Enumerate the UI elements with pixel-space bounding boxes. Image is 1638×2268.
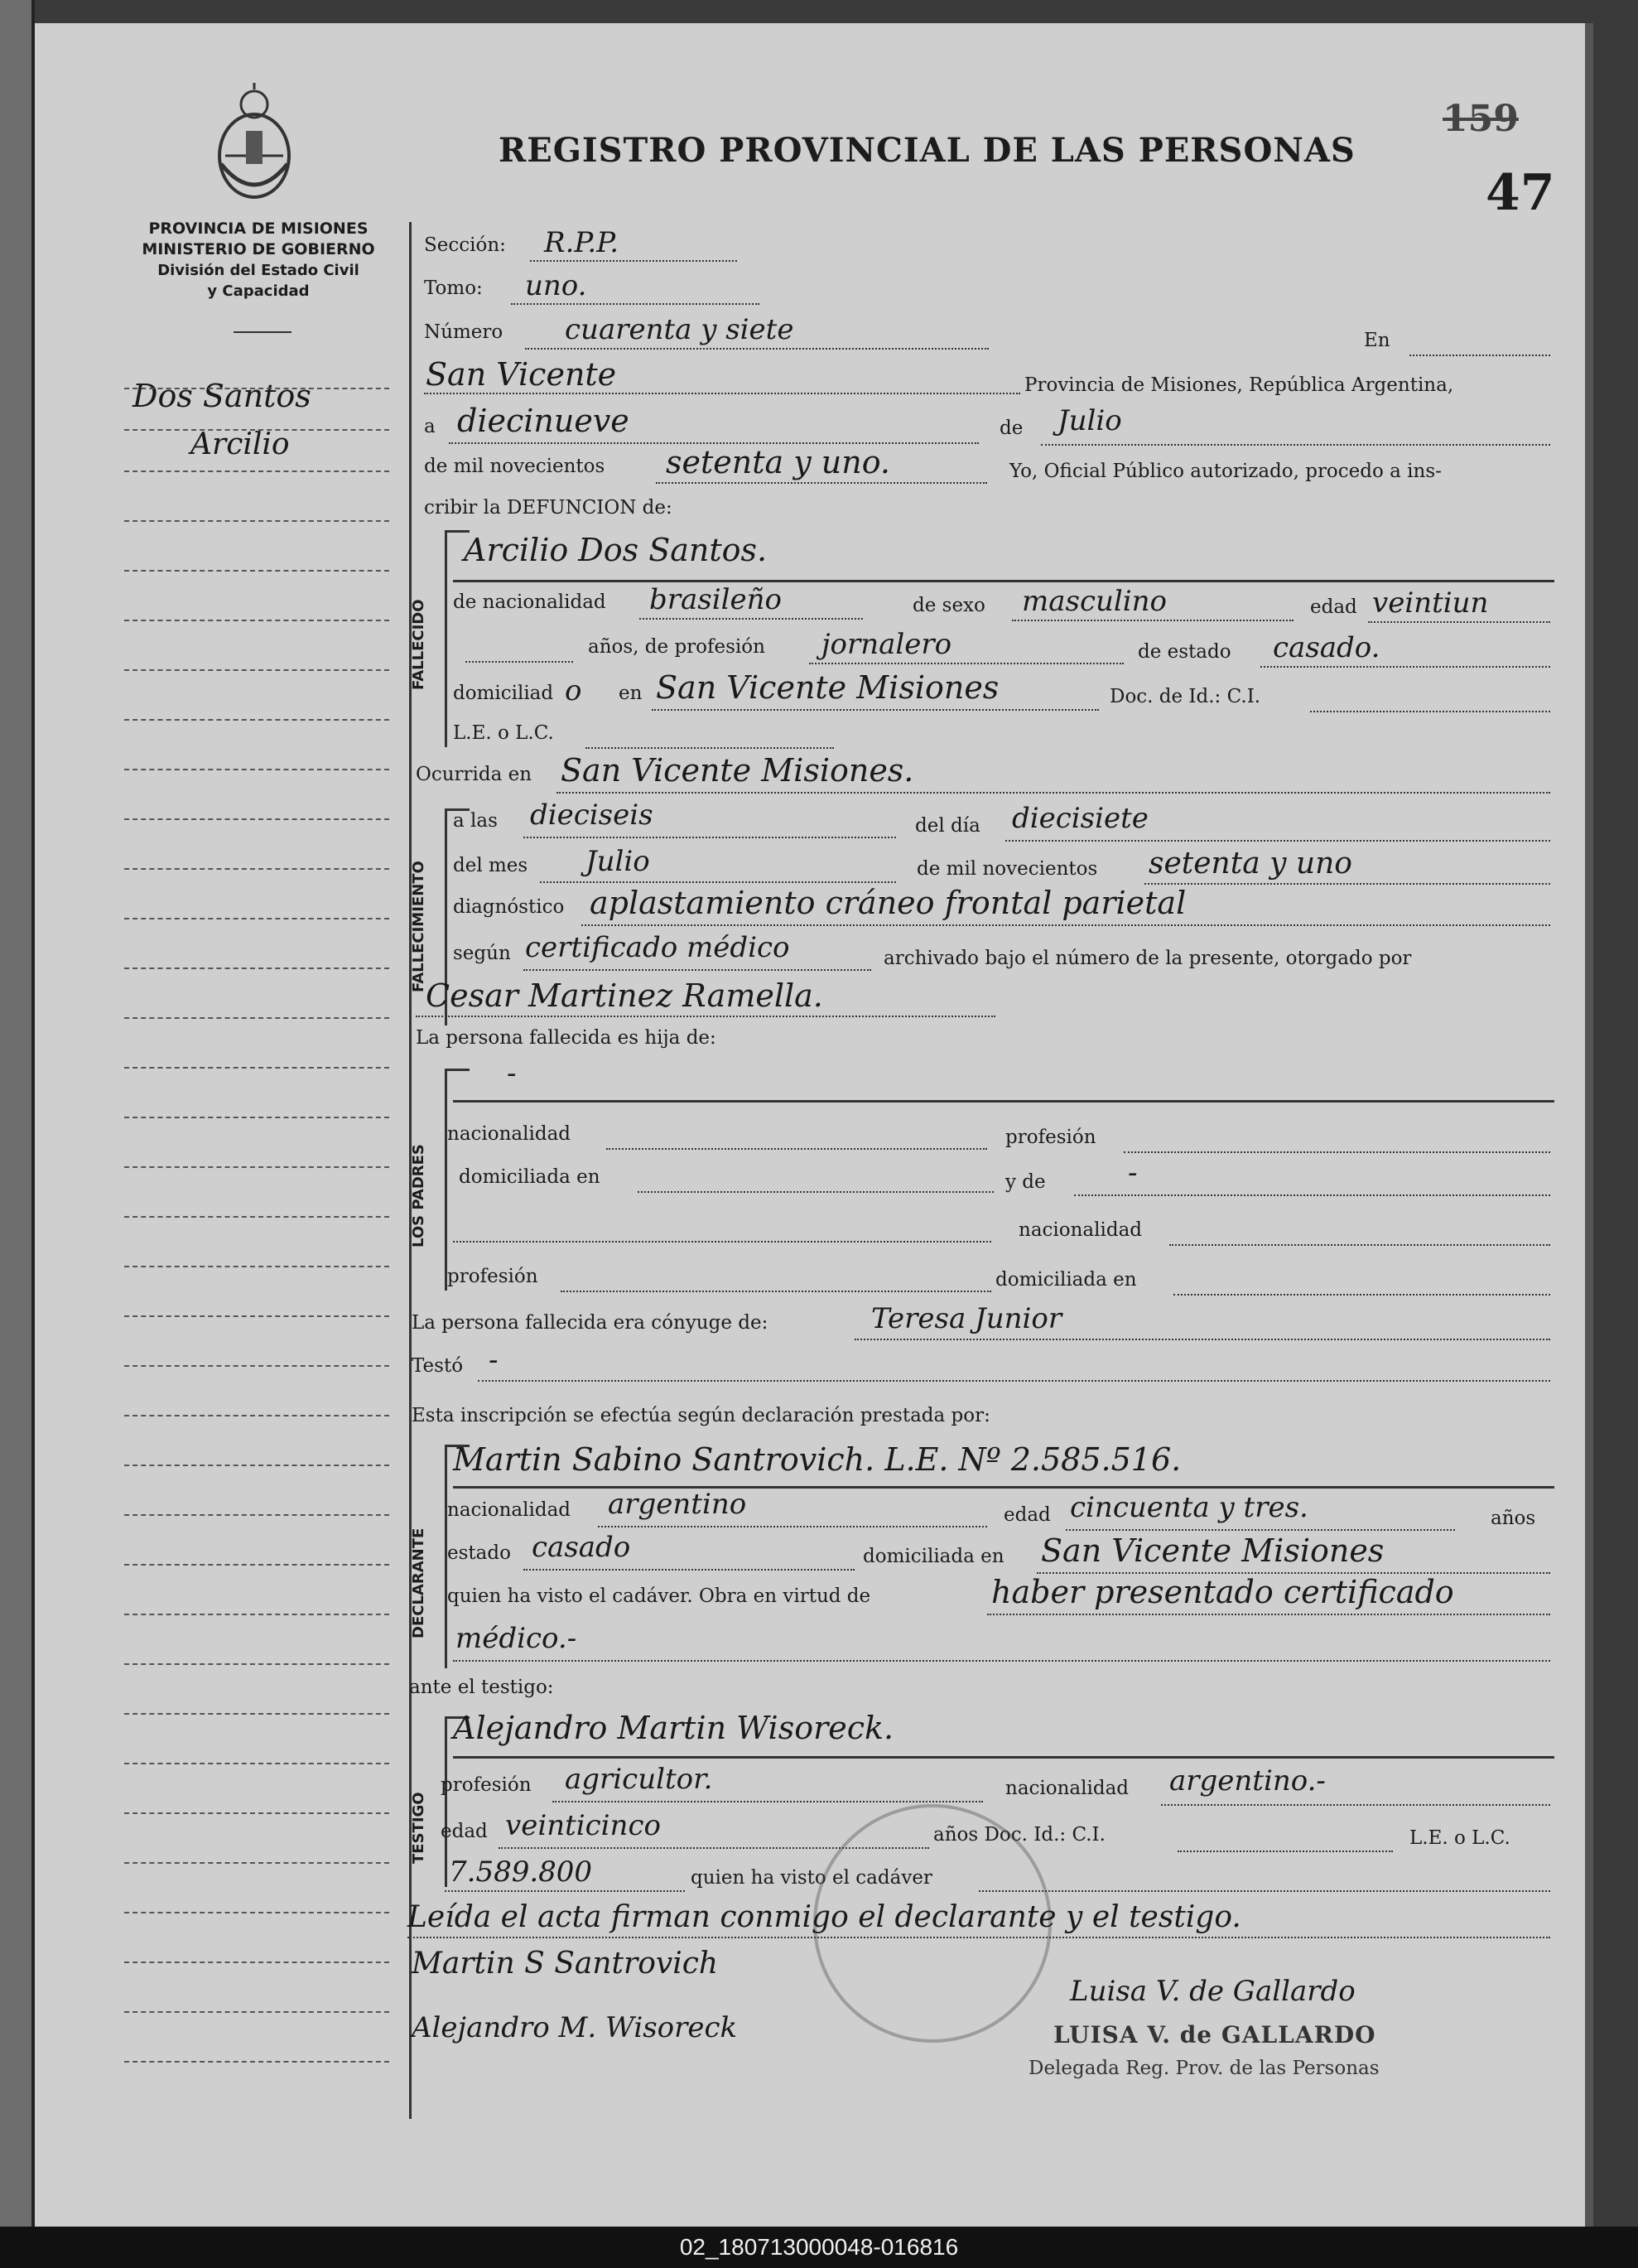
division-line: División del Estado Civil [157,262,359,279]
fallecido-side-label: FALLECIDO [410,599,427,690]
madre-profesion-label: profesión [447,1266,538,1287]
declarante-anios-label: años [1491,1508,1536,1529]
testigo-visto-text: quien ha visto el cadáver [691,1867,932,1889]
seccion-line [530,260,737,262]
inscribir-text: cribir la DEFUNCION de: [424,497,672,519]
margin-rule [124,1713,389,1715]
testigo-nacionalidad-label: nacionalidad [1005,1778,1130,1799]
mes-value: Julio [585,845,650,878]
ocurrida-value: San Vicente Misiones. [561,752,914,789]
archivado-text: archivado bajo el número de la presente, otorgado por [884,948,1412,969]
margin-surname: Dos Santos [132,378,311,414]
declarante-nacionalidad-line [598,1526,987,1527]
edad-line [1368,621,1550,623]
padre-domicilio-label: domiciliada en [459,1166,600,1188]
anio-fall-label: de mil novecientos [917,858,1098,880]
province-line: PROVINCIA DE MISIONES [148,220,369,238]
madre-domicilio-line [1173,1294,1550,1296]
margin-rule [124,1365,389,1367]
margin-rule [124,1266,389,1267]
padre-profesion-label: profesión [1005,1127,1096,1148]
padres-side-label: LOS PADRES [410,1144,427,1247]
mes-label: del mes [453,855,528,876]
edad-value: veintiun [1372,586,1489,620]
testigo-doc-label: años Doc. Id.: C.I. [933,1824,1106,1846]
tomo-label: Tomo: [424,277,483,299]
testigo-le-label: L.E. o L.C. [1409,1827,1510,1849]
padre-profesion-line [1124,1151,1550,1153]
medico-line [416,1016,995,1017]
de-label: de [1000,417,1024,439]
image-code-footer: 02_180713000048-016816 [0,2227,1638,2268]
padres-bracket [445,1069,447,1291]
testigo-profesion-label: profesión [441,1774,532,1796]
sexo-line [1012,620,1294,621]
y-de-label: y de [1005,1171,1046,1193]
testigo-name-line [453,1756,1554,1759]
declarante-estado-label: estado [447,1542,511,1564]
a-label: a [424,416,436,437]
book-spine [0,0,35,2268]
margin-rule [124,669,389,671]
margin-rule [124,2061,389,2063]
margin-rule [124,968,389,969]
declarante-domicilio-value: San Vicente Misiones [1041,1532,1385,1569]
fallecido-bracket [445,530,447,747]
dia-value: diecisiete [1012,802,1149,835]
tomo-line [511,303,759,305]
nacionalidad-line [639,618,863,620]
madre-line [1074,1194,1550,1196]
sello-nombre: LUISA V. de GALLARDO [1053,2021,1376,2048]
mes-line [540,881,896,883]
margin-rule [124,1663,389,1665]
testigo-bracket [445,1716,447,1887]
margin-rule [124,520,389,522]
oficial-text: Yo, Oficial Público autorizado, procedo a ins- [1009,461,1442,482]
margin-rule [124,1763,389,1764]
sello-cargo: Delegada Reg. Prov. de las Personas [1029,2058,1380,2079]
declarante-estado-value: casado [532,1531,631,1564]
diagnostico-value: aplastamiento cráneo frontal parietal [590,885,1187,921]
testigo-edad-value: veinticinco [505,1809,661,1842]
anio-line [656,482,987,484]
margin-rule [124,1465,389,1466]
virtud-cont-line [453,1660,1550,1662]
hora-value: dieciseis [530,799,653,832]
margin-rule [124,470,389,472]
provincia-text: Provincia de Misiones, República Argentina, [1024,374,1454,396]
declarante-domicilio-label: domiciliada en [863,1546,1004,1567]
testo-value: - [489,1344,499,1377]
sexo-label: de sexo [913,595,985,616]
cadaver-text: quien ha visto el cadáver. Obra en virtud de [447,1585,871,1607]
conyuge-label: La persona fallecida era cónyuge de: [412,1312,768,1334]
conyuge-value: Teresa Junior [871,1302,1062,1335]
declarante-edad-value: cincuenta y tres. [1070,1491,1308,1524]
margin-rule [124,388,389,389]
margin-rule [124,818,389,820]
estado-value: casado. [1273,631,1380,664]
fallecido-name-line [453,580,1554,582]
margin-rule [124,1962,389,1963]
lugar-value: San Vicente [426,356,617,393]
register-page [35,23,1593,2227]
margin-rule [124,1017,389,1019]
leida-line [407,1937,1550,1938]
firma-testigo: Alejandro M. Wisoreck [412,2011,738,2044]
numero-label: Número [424,321,503,343]
margin-rule [124,620,389,621]
edad-label: edad [1310,596,1357,618]
declarante-edad-label: edad [1004,1504,1051,1526]
margin-rule [124,1614,389,1615]
testigo-side-label: TESTIGO [410,1792,427,1864]
segun-line [523,969,871,971]
margin-rule [124,1166,389,1168]
domicilio-en-label: en [619,683,643,704]
segun-label: según [453,943,511,964]
hora-line [523,837,896,838]
madre-cont-line [453,1241,991,1243]
diagnostico-label: diagnóstico [453,896,565,918]
org-underline [234,331,291,333]
folio-number: 47 [1486,164,1555,222]
leida-text: Leída el acta firman conmigo el declarante y el testigo. [407,1900,1241,1934]
padre-nacionalidad-label: nacionalidad [447,1123,571,1145]
margin-rule [124,1067,389,1069]
testigo-nacionalidad-line [1161,1804,1550,1806]
lugar-line [424,393,1020,394]
hija-de-text: La persona fallecida es hija de: [416,1027,716,1049]
padres-bracket-top [445,1069,470,1071]
margin-rule [124,719,389,721]
old-folio-number: 159 [1443,98,1519,140]
mes-value: Julio [1057,404,1122,437]
margin-rule [124,1514,389,1516]
virtud-cont-value: médico.- [455,1622,577,1655]
declaracion-intro: Esta inscripción se efectúa según declaración prestada por: [412,1405,990,1426]
dia-value: diecinueve [457,403,629,439]
domiciliado-label: domiciliad [453,683,554,704]
testigo-doc-number: 7.589.800 [449,1855,593,1889]
en-label: En [1364,330,1390,351]
margin-rule [124,918,389,919]
margin-rule [124,1216,389,1218]
margin-rule [124,429,389,431]
sexo-value: masculino [1022,585,1168,618]
testo-line [478,1380,1550,1382]
declarante-edad-line [1066,1529,1455,1531]
profesion-value: jornalero [821,628,952,661]
anio-label: de mil novecientos [424,456,605,477]
margin-rule [124,1564,389,1566]
estado-label: de estado [1138,641,1231,663]
testigo-doc-line [1178,1851,1393,1852]
segun-value: certificado médico [525,931,790,964]
ocurrida-label: Ocurrida en [416,764,532,785]
declarante-name: Martin Sabino Santrovich. L.E. Nº 2.585.516. [453,1441,1182,1478]
anio-value: setenta y uno. [666,444,891,480]
margin-rule [124,868,389,870]
testigo-doc-number-line [445,1890,685,1892]
firma-oficial: Luisa V. de Gallardo [1070,1975,1356,2008]
issuing-office [126,219,391,302]
testigo-nacionalidad-value: argentino.- [1169,1764,1326,1798]
edad-cont-line [465,661,573,663]
margin-rule [124,1415,389,1416]
anio-fall-line [1144,883,1550,885]
madre-profesion-line [561,1291,991,1292]
margin-rule [124,769,389,770]
mes-line [1041,444,1550,446]
seccion-value: R.P.P. [544,226,619,259]
padre-nacionalidad-line [606,1148,987,1150]
numero-value: cuarenta y siete [565,313,794,346]
nacionalidad-value: brasileño [649,583,782,616]
domicilio-line [652,709,1099,711]
coat-of-arms-icon [209,81,300,205]
margin-rule [124,570,389,572]
fallecido-name: Arcilio Dos Santos. [464,532,768,568]
testo-label: Testó [412,1355,464,1377]
virtud-value: haber presentado certificado [991,1574,1454,1610]
margin-rule [124,1117,389,1118]
dia-label: del día [915,815,980,837]
margin-given-name: Arcilio [190,427,290,461]
declarante-nacionalidad-value: argentino [608,1488,747,1521]
padre-domicilio-line [638,1191,994,1193]
declarante-nacionalidad-label: nacionalidad [447,1499,571,1521]
testigo-name: Alejandro Martin Wisoreck. [453,1710,894,1746]
en-line [1409,355,1550,356]
ocurrida-line [556,792,1550,794]
ministry-line: MINISTERIO DE GOBIERNO [142,240,375,258]
declarante-side-label: DECLARANTE [410,1527,427,1638]
margin-rule [124,2011,389,2013]
fallecimiento-side-label: FALLECIMIENTO [410,861,427,992]
testigo-profesion-value: agricultor. [565,1763,713,1796]
medico-value: Cesar Martinez Ramella. [426,977,823,1014]
madre-nacionalidad-label: nacionalidad [1019,1219,1143,1241]
seccion-label: Sección: [424,234,506,256]
document-title: REGISTRO PROVINCIAL DE LAS PERSONAS [499,131,1356,170]
madre-nacionalidad-line [1169,1244,1550,1246]
margin-rule [124,1315,389,1317]
ante-testigo-label: ante el testigo: [409,1677,554,1698]
padre-line [453,1100,1554,1103]
margin-rule [124,1862,389,1864]
doc-id-line [1310,711,1550,712]
virtud-line [987,1614,1550,1615]
tomo-value: uno. [525,269,587,302]
anios-profesion-label: años, de profesión [588,636,765,658]
testigo-profesion-line [552,1801,983,1802]
hora-label: a las [453,810,498,832]
doc-id-label: Doc. de Id.: C.I. [1110,686,1261,707]
padre-value: - [507,1057,517,1090]
domiciliado-suffix: o [565,674,582,707]
nacionalidad-label: de nacionalidad [453,591,606,613]
estado-line [1260,666,1550,668]
margin-rule [124,1912,389,1913]
numero-line [525,348,989,350]
margin-rule [124,1812,389,1814]
capacidad-line: y Capacidad [207,282,310,300]
firma-declarante: Martin S Santrovich [412,1947,719,1981]
profesion-line [809,663,1124,664]
le-lc-label: L.E. o L.C. [453,722,554,744]
conyuge-line [855,1339,1550,1340]
declarante-estado-line [523,1569,855,1571]
testigo-edad-label: edad [441,1821,488,1842]
le-lc-line [585,747,834,749]
madre-value: - [1128,1156,1138,1189]
diagnostico-line [581,924,1550,926]
madre-domicilio-label: domiciliada en [995,1269,1137,1291]
domicilio-value: San Vicente Misiones [656,669,1000,706]
dia-line [1005,840,1550,842]
anio-fall-value: setenta y uno [1149,847,1352,881]
testigo-visto-line [979,1890,1550,1892]
